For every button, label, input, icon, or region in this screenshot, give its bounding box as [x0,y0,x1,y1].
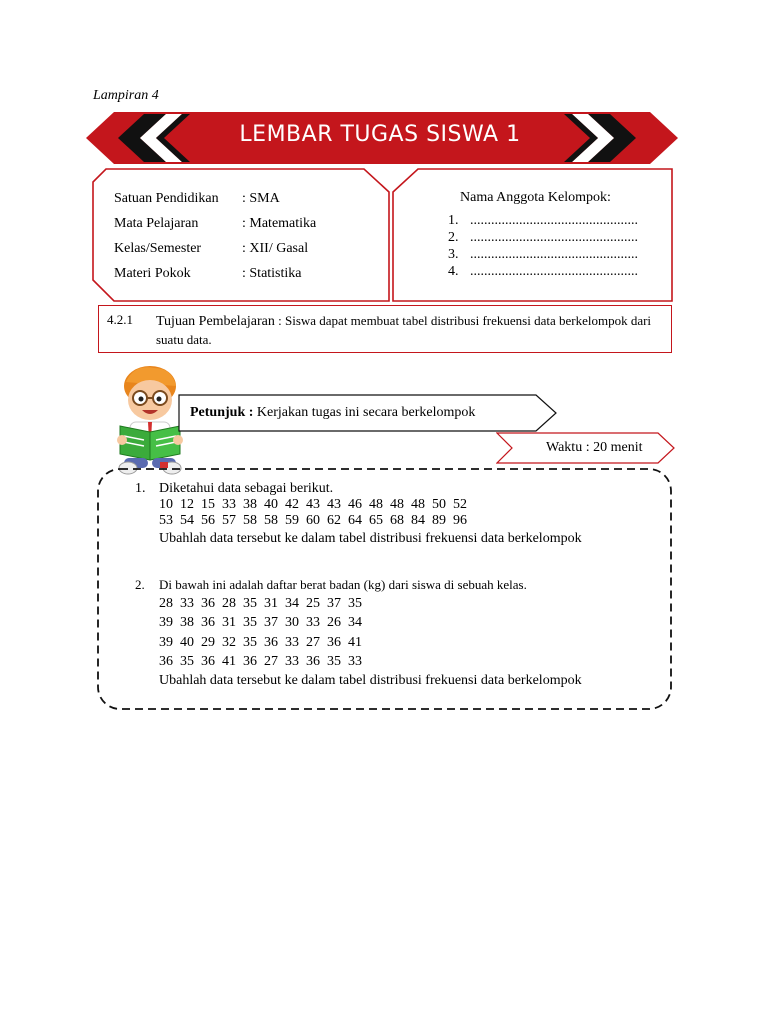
info-row-class [114,236,384,261]
members-title: Nama Anggota Kelompok: [460,190,611,205]
question-1-instruction: Ubahlah data tersebut ke dalam tabel distribusi frekuensi data berkelompok [159,531,582,546]
question-1-number: 1. [135,481,146,496]
question-2-intro: Di bawah ini adalah daftar berat badan (kg) dari siswa di sebuah kelas. [159,577,527,592]
info-label: Satuan Pendidikan [114,191,219,206]
member-number: 2. [448,230,459,245]
question-2-data-row: 39 40 29 32 35 36 33 27 36 41 [159,635,362,650]
member-blank: ................................................ [470,213,638,228]
member-line[interactable] [440,246,670,263]
info-label: Kelas/Semester [114,241,202,256]
objective-text [156,312,656,349]
member-blank: ................................................ [470,230,638,245]
question-2-data-row: 28 33 36 28 35 31 34 25 37 35 [159,596,362,611]
member-line[interactable] [440,212,670,229]
instruction-text [190,405,475,421]
school-info [114,186,384,286]
info-label: Mata Pelajaran [114,216,199,231]
worksheet-title: LEMBAR TUGAS SISWA 1 [239,122,521,147]
group-members [440,190,670,280]
objective-description: : Siswa dapat membuat tabel distribusi frekuensi data berkelompok dari suatu data. [156,313,652,347]
info-value: : Matematika [242,216,317,231]
objective-label: Tujuan Pembelajaran [156,314,275,329]
instruction-label: Petunjuk : [190,405,254,420]
member-number: 1. [448,213,459,228]
info-row-topic [114,261,384,286]
member-number: 3. [448,247,459,262]
appendix-label: Lampiran 4 [93,88,159,103]
info-value: : Statistika [242,266,302,281]
member-line[interactable] [440,263,670,280]
time-limit: Waktu : 20 menit [546,440,643,455]
info-row-subject [114,211,384,236]
question-1-intro: Diketahui data sebagai berikut. [159,481,334,496]
question-2-instruction: Ubahlah data tersebut ke dalam tabel distribusi frekuensi data berkelompok [159,673,582,688]
question-2-data-row: 36 35 36 41 36 27 33 36 35 33 [159,654,362,669]
question-1-data-row: 53 54 56 57 58 58 59 60 62 64 65 68 84 89 96 [159,513,467,528]
student-reading-icon [114,364,188,476]
question-2-number: 2. [135,577,145,592]
member-blank: ................................................ [470,247,638,262]
question-1-data-row: 10 12 15 33 38 40 42 43 43 46 48 48 48 50 52 [159,497,467,512]
member-line[interactable] [440,229,670,246]
question-2-data-row: 39 38 36 31 35 37 30 33 26 34 [159,615,362,630]
instruction-description: Kerjakan tugas ini secara berkelompok [253,405,476,420]
info-label: Materi Pokok [114,266,191,281]
info-row-school [114,186,384,211]
member-number: 4. [448,264,459,279]
objective-number: 4.2.1 [107,312,133,327]
info-value: : XII/ Gasal [242,241,309,256]
member-blank: ................................................ [470,264,638,279]
info-value: : SMA [242,191,280,206]
